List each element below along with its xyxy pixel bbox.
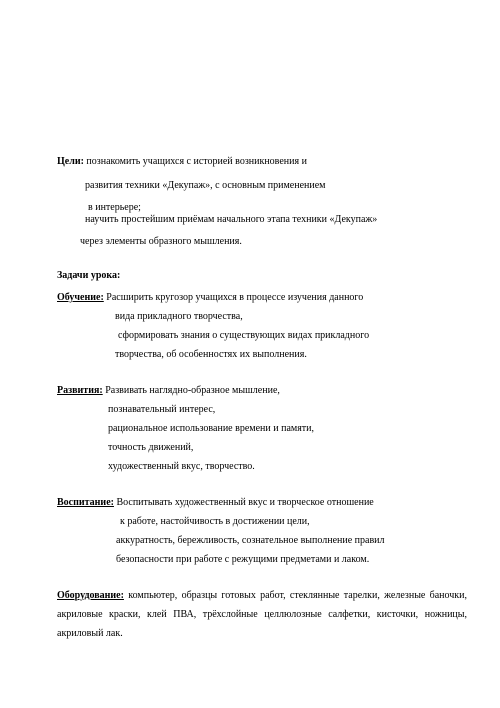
- development-line-5: художественный вкус, творчество.: [108, 461, 255, 472]
- goals-label: Цели:: [57, 156, 84, 167]
- learning-line-4: творчества, об особенностях их выполнения.: [115, 349, 307, 360]
- development-line-4: точность движений,: [108, 442, 194, 453]
- upbringing-line-3: аккуратность, бережливость, сознательное выполнение правил: [116, 535, 385, 546]
- tasks-heading: Задачи урока:: [57, 270, 121, 281]
- equipment-text-1: компьютер, образцы готовых работ, стеклянные тарелки, железные баночки,: [128, 590, 468, 601]
- goals-line-2: развития техники «Декупаж», с основным применением: [85, 180, 326, 191]
- goals-line-3: в интерьере;: [88, 202, 141, 213]
- learning-line-2: вида прикладного творчества,: [115, 311, 243, 322]
- upbringing-line-1: [57, 497, 374, 509]
- learning-label: Обучение:: [57, 292, 104, 303]
- development-line-1: [57, 385, 280, 397]
- goals-line-4: научить простейшим приёмам начального этапа техники «Декупаж»: [85, 214, 378, 225]
- equipment-line-3: акриловый лак.: [57, 628, 123, 639]
- learning-text-1: Расширить кругозор учащихся в процессе изучения данного: [106, 292, 364, 303]
- development-line-3: рациональное использование времени и памяти,: [108, 423, 315, 434]
- upbringing-line-4: безопасности при работе с режущими предметами и лаком.: [116, 554, 370, 565]
- upbringing-label: Воспитание:: [57, 497, 114, 508]
- equipment-line-1: [57, 590, 467, 602]
- equipment-line-2: акриловые краски, клей ПВА, трёхслойные целлюлозные салфетки, кисточки, ножницы,: [57, 609, 467, 620]
- development-label: Развития:: [57, 385, 103, 396]
- goals-text-1: познакомить учащихся с историей возникновения и: [86, 156, 307, 167]
- equipment-label: Оборудование:: [57, 590, 124, 601]
- upbringing-text-1: Воспитывать художественный вкус и творческое отношение: [116, 497, 374, 508]
- upbringing-line-2: к работе, настойчивость в достижении цели,: [120, 516, 310, 527]
- development-text-1: Развивать наглядно-образное мышление,: [105, 385, 280, 396]
- goals-line-5: через элементы образного мышления.: [80, 236, 242, 247]
- goals-line-1: [57, 156, 307, 168]
- learning-line-3: сформировать знания о существующих видах прикладного: [118, 330, 370, 341]
- learning-line-1: [57, 292, 363, 304]
- development-line-2: познавательный интерес,: [108, 404, 216, 415]
